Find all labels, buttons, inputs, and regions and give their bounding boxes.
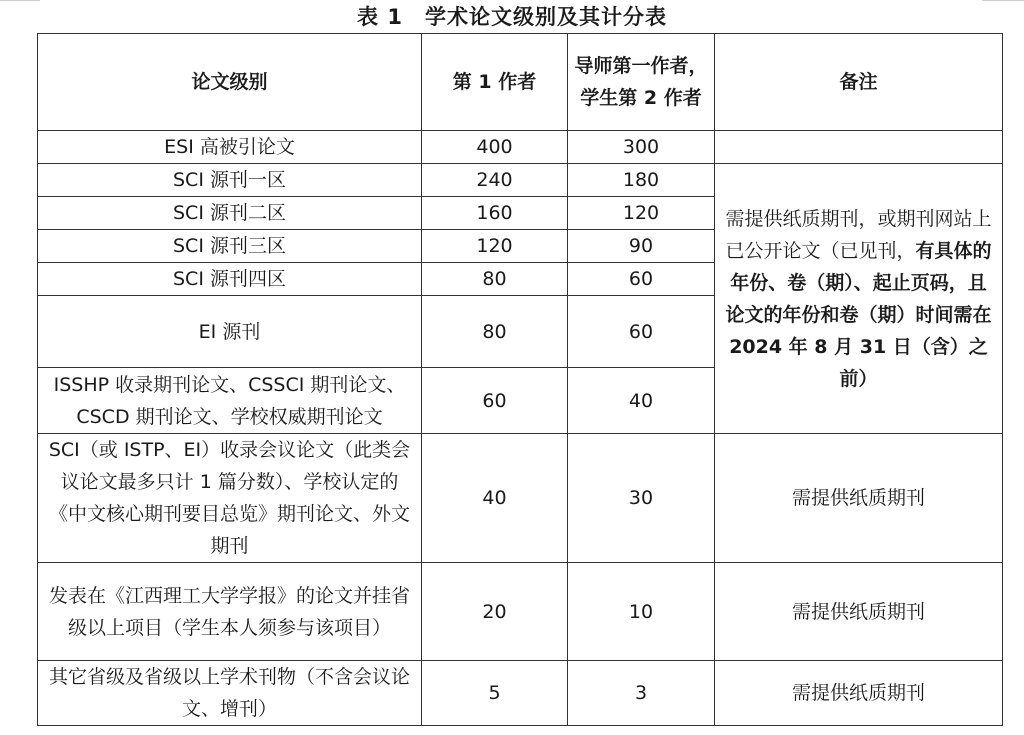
table-row — [38, 131, 1003, 164]
second-author-cell: 30 — [568, 434, 715, 563]
first-author-cell: 400 — [422, 131, 568, 164]
first-author-cell: 20 — [422, 563, 568, 661]
table-caption: 表 1 学术论文级别及其计分表 — [357, 5, 667, 29]
table-row — [38, 661, 1003, 726]
table-row — [38, 164, 1003, 197]
second-author-cell: 120 — [568, 197, 715, 230]
level-cell: SCI 源刊三区 — [38, 230, 422, 263]
second-author-cell: 40 — [568, 368, 715, 434]
merged-remark-cell — [715, 164, 1003, 434]
first-author-cell: 5 — [422, 661, 568, 726]
header-supervisor-first: 导师第一作者，学生第 2 作者 — [568, 34, 715, 131]
second-author-cell: 3 — [568, 661, 715, 726]
header-level: 论文级别 — [38, 34, 422, 131]
level-cell: SCI 源刊二区 — [38, 197, 422, 230]
second-author-cell: 300 — [568, 131, 715, 164]
second-author-cell: 10 — [568, 563, 715, 661]
second-author-cell: 60 — [568, 263, 715, 296]
first-author-cell: 40 — [422, 434, 568, 563]
second-author-cell: 90 — [568, 230, 715, 263]
level-cell: EI 源刊 — [38, 296, 422, 368]
second-author-cell: 180 — [568, 164, 715, 197]
remark-cell: 需提供纸质期刊 — [715, 563, 1003, 661]
level-cell: SCI 源刊四区 — [38, 263, 422, 296]
top-divider-left — [0, 0, 40, 1]
remark-normal-text: 需提供纸质期刊，或期刊网站上已公开论文（已见刊， — [725, 207, 992, 262]
first-author-cell: 60 — [422, 368, 568, 434]
level-cell: 发表在《江西理工大学学报》的论文并挂省级以上项目（学生本人须参与该项目） — [38, 563, 422, 661]
first-author-cell: 80 — [422, 263, 568, 296]
top-divider-right — [982, 0, 1024, 1]
level-cell: ISSHP 收录期刊论文、CSSCI 期刊论文、CSCD 期刊论文、学校权威期刊论文 — [38, 368, 422, 434]
first-author-cell: 80 — [422, 296, 568, 368]
first-author-cell: 240 — [422, 164, 568, 197]
header-first-author: 第 1 作者 — [422, 34, 568, 131]
table-row — [38, 563, 1003, 661]
level-cell: SCI 源刊一区 — [38, 164, 422, 197]
remark-bold-text: 有具体的年份、卷（期）、起止页码，且论文的年份和卷（期）时间需在 2024 年 8 月 31 日（含）之前） — [725, 239, 992, 390]
first-author-cell: 120 — [422, 230, 568, 263]
first-author-cell: 160 — [422, 197, 568, 230]
remark-cell: 需提供纸质期刊 — [715, 661, 1003, 726]
header-row — [38, 34, 1003, 131]
level-cell: 其它省级及省级以上学术刊物（不含会议论文、增刊） — [38, 661, 422, 726]
header-remark: 备注 — [715, 34, 1003, 131]
table-row — [38, 434, 1003, 563]
remark-cell — [715, 131, 1003, 164]
level-cell: ESI 高被引论文 — [38, 131, 422, 164]
level-cell: SCI（或 ISTP、EI）收录会议论文（此类会议论文最多只计 1 篇分数）、学校认定的《中文核心期刊要目总览》期刊论文、外文期刊 — [38, 434, 422, 563]
second-author-cell: 60 — [568, 296, 715, 368]
scoring-table — [37, 33, 1003, 726]
remark-cell: 需提供纸质期刊 — [715, 434, 1003, 563]
